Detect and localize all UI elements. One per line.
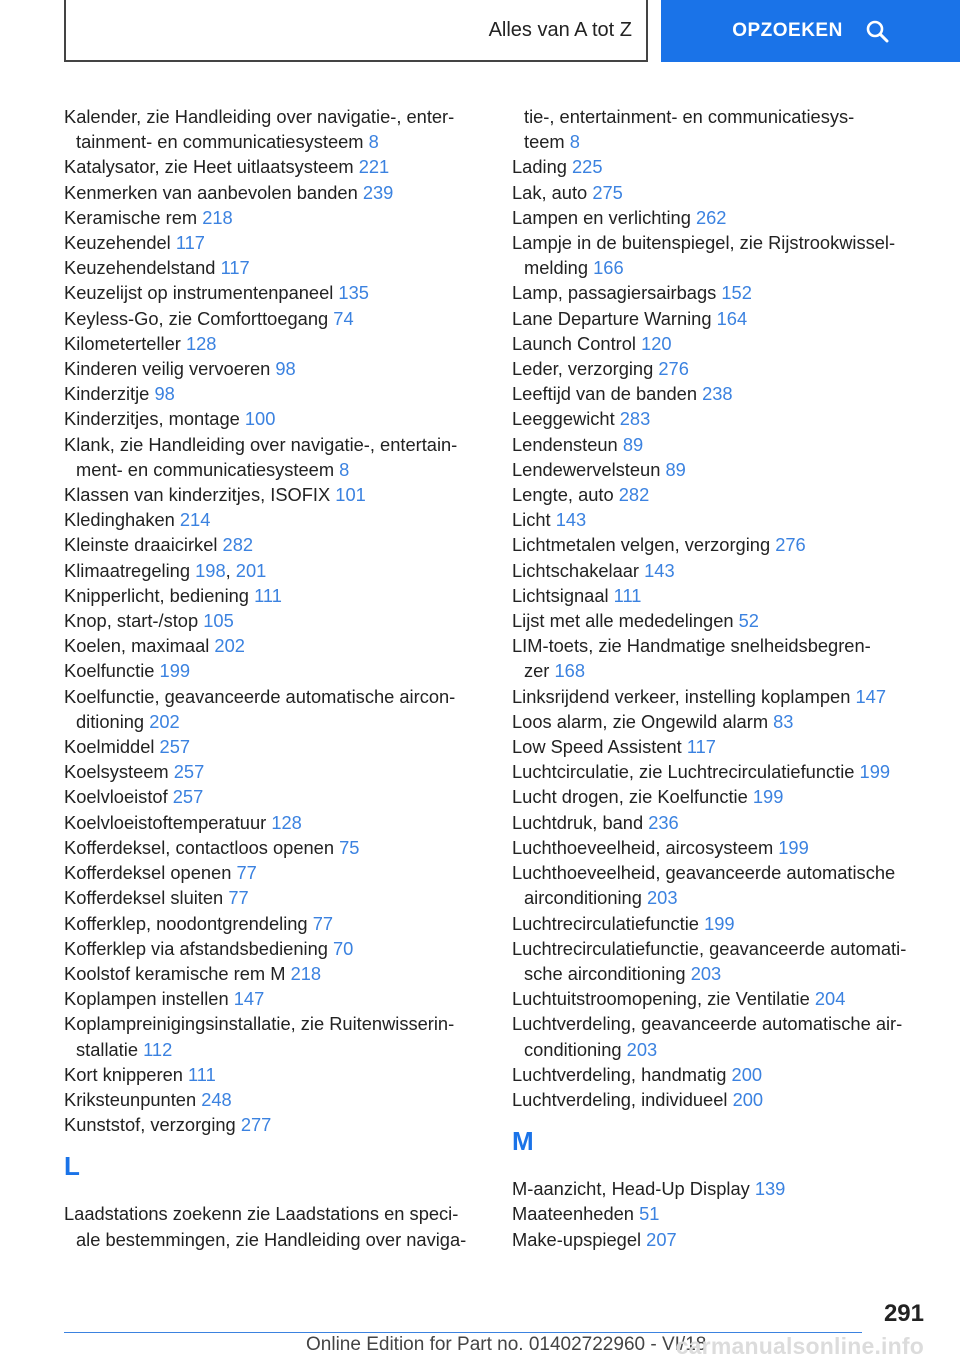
entry-text: Kriksteunpunten (64, 1088, 197, 1110)
entry-text: Luchtverdeling, geavanceerde automatische air- (512, 1013, 903, 1035)
page-link[interactable]: 77 (312, 912, 334, 934)
page-link[interactable]: 203 (647, 887, 678, 909)
page-link[interactable]: 218 (290, 962, 322, 984)
index-entry (64, 810, 476, 835)
page-link[interactable]: 276 (775, 534, 806, 556)
page-link[interactable]: 199 (859, 761, 891, 783)
index-entry (64, 734, 476, 759)
entry-text: ment- en communicatiesysteem (76, 458, 335, 480)
entry-text: Keuzehendelstand (64, 257, 216, 279)
entry-text: Lucht drogen, zie Koelfunctie (512, 786, 748, 808)
page-link[interactable]: 276 (658, 358, 689, 380)
page-link[interactable]: 8 (569, 131, 580, 153)
page-link[interactable]: 168 (554, 660, 586, 682)
page-link[interactable]: 51 (639, 1203, 660, 1225)
index-entry (512, 205, 932, 230)
entry-text: Lichtmetalen velgen, verzorging (512, 534, 771, 556)
page-link[interactable]: 199 (752, 786, 784, 808)
index-entry (512, 759, 932, 784)
entry-text: Koelen, maximaal (64, 635, 210, 657)
index-column-right (512, 104, 932, 1252)
page-link[interactable]: 198 (195, 559, 226, 581)
entry-text: Laadstations zoekenn zie Laadstations en speci- (64, 1203, 459, 1225)
index-entry (512, 356, 932, 381)
index-entry (64, 583, 476, 608)
page-link[interactable]: 8 (339, 458, 350, 480)
entry-text: Luchtuitstroomopening, zie Ventilatie (512, 988, 810, 1010)
page-link[interactable]: 152 (721, 282, 752, 304)
entry-text: Keuzelijst op instrumentenpaneel (64, 282, 334, 304)
entry-text: Lijst met alle mededelingen (512, 610, 734, 632)
entry-text: Kalender, zie Handleiding over navigatie-, enter- (64, 106, 455, 127)
index-entry (64, 230, 476, 255)
entry-text: Katalysator, zie Heet uitlaatsysteem (64, 156, 354, 178)
entry-text: Knipperlicht, bediening (64, 584, 249, 606)
section-letter: L (64, 1151, 80, 1182)
index-entry (64, 860, 476, 885)
page-link[interactable]: 204 (814, 988, 846, 1010)
entry-text: Klimaatregeling (64, 559, 191, 581)
page-link[interactable]: 74 (333, 307, 354, 329)
index-entry (512, 1201, 932, 1226)
page-link[interactable]: 225 (572, 156, 603, 178)
entry-text: Lak, auto (512, 181, 588, 203)
index-entry (512, 709, 932, 734)
entry-text: Koelvloeistof (64, 786, 168, 808)
watermark: carmanualsonline.info (675, 1333, 924, 1359)
page-link[interactable]: 112 (143, 1038, 173, 1060)
page-link[interactable]: 282 (618, 484, 650, 506)
page-link[interactable]: 105 (203, 610, 234, 632)
page-link[interactable]: 238 (702, 383, 733, 405)
entry-text: airconditioning (524, 887, 642, 909)
page-link[interactable]: 147 (855, 685, 886, 707)
index-entry (64, 835, 476, 860)
index-entry (512, 608, 932, 633)
entry-text: Luchtverdeling, individueel (512, 1088, 728, 1110)
page-link[interactable]: 164 (716, 307, 748, 329)
index-entry (512, 936, 932, 986)
index-entry (64, 759, 476, 784)
page-link[interactable]: 70 (333, 937, 354, 959)
index-entry (512, 280, 932, 305)
entry-text: Keuzehendel (64, 232, 171, 254)
page-link[interactable]: 111 (188, 1063, 216, 1085)
entry-text: Licht (512, 509, 551, 531)
page-link[interactable]: 218 (202, 206, 233, 228)
entry-text: Kinderen veilig vervoeren (64, 358, 271, 380)
entry-text: Lampje in de buitenspiegel, zie Rijstrookwissel- (512, 232, 896, 254)
page-link[interactable]: 166 (593, 257, 624, 279)
page-link[interactable]: 117 (686, 736, 716, 758)
index-entry (512, 1087, 932, 1112)
index-entry (512, 180, 932, 205)
page-link[interactable]: 203 (626, 1038, 658, 1060)
entry-text: Lampen en verlichting (512, 206, 691, 228)
entry-text: M-aanzicht, Head-Up Display (512, 1178, 750, 1200)
entry-text: conditioning (524, 1038, 622, 1060)
index-entry (512, 306, 932, 331)
entry-text: Lichtsignaal (512, 584, 609, 606)
search-label: OPZOEKEN (732, 20, 843, 41)
index-entry (64, 911, 476, 936)
entry-text: Kort knipperen (64, 1063, 183, 1085)
page-link[interactable]: 236 (648, 811, 679, 833)
page-link[interactable]: 201 (235, 559, 267, 581)
index-entry (64, 104, 476, 154)
index-entry (512, 684, 932, 709)
page-link[interactable]: 77 (236, 862, 257, 884)
entry-text: Leeggewicht (512, 408, 615, 430)
entry-text: tainment- en communicatiesysteem (76, 131, 364, 153)
entry-text: Luchthoeveelheid, geavanceerde automatische (512, 862, 896, 884)
entry-text: ditioning (76, 710, 145, 732)
index-entry (64, 658, 476, 683)
entry-text: Koelmiddel (64, 736, 155, 758)
entry-text: stallatie (76, 1038, 138, 1060)
page-link[interactable]: 100 (244, 408, 276, 430)
index-entry (512, 154, 932, 179)
index-entry (512, 1062, 932, 1087)
page-link[interactable]: 257 (159, 736, 191, 758)
entry-text: Kofferklep, noodontgrendeling (64, 912, 308, 934)
index-entry (64, 684, 476, 734)
edition-note: Online Edition for Part no. 01402722960 - VI/18 (306, 1334, 707, 1355)
index-entry (64, 205, 476, 230)
index-entry (512, 1011, 932, 1061)
page-link[interactable]: 128 (185, 332, 217, 354)
page-link[interactable]: 282 (222, 534, 254, 556)
page-link[interactable]: 77 (228, 887, 249, 909)
page-link[interactable]: 202 (214, 635, 245, 657)
entry-text: sche airconditioning (524, 962, 686, 984)
page-link[interactable]: 200 (732, 1088, 764, 1110)
entry-text: Kenmerken van aanbevolen banden (64, 181, 358, 203)
index-entry (64, 1087, 476, 1112)
page-link[interactable]: 117 (220, 257, 250, 279)
index-entry (512, 331, 932, 356)
index-entry (512, 532, 932, 557)
entry-text: Kofferdeksel openen (64, 862, 232, 884)
entry-text: Klank, zie Handleiding over navigatie-, entertain- (64, 433, 458, 455)
index-entry (64, 381, 476, 406)
index-entry (64, 154, 476, 179)
index-entry (512, 432, 932, 457)
entry-text: Kofferdeksel sluiten (64, 887, 224, 909)
index-entry (512, 230, 932, 280)
index-entry (64, 331, 476, 356)
index-entry (64, 432, 476, 482)
entry-text: Lading (512, 156, 567, 178)
index-entry (512, 734, 932, 759)
section-letter: M (512, 1126, 534, 1157)
page-link[interactable]: 199 (778, 836, 809, 858)
entry-text: Koplampen instellen (64, 988, 229, 1010)
entry-text: melding (524, 257, 589, 279)
index-entry (512, 381, 932, 406)
index-entry (64, 306, 476, 331)
entry-text: Lane Departure Warning (512, 307, 712, 329)
page-number: 291 (883, 1300, 924, 1327)
entry-text: Keyless-Go, zie Comforttoegang (64, 307, 329, 329)
index-entry (512, 583, 932, 608)
page-link[interactable]: 75 (339, 836, 360, 858)
page-link[interactable]: 203 (690, 962, 722, 984)
index-entry (64, 532, 476, 557)
index-entry (512, 482, 932, 507)
page-link[interactable]: 101 (335, 484, 366, 506)
entry-text: Kofferklep via afstandsbediening (64, 937, 328, 959)
page-link[interactable]: 202 (149, 710, 180, 732)
page-link[interactable]: 277 (240, 1114, 272, 1136)
entry-text: Launch Control (512, 332, 636, 354)
index-entry (512, 558, 932, 583)
page-link[interactable]: 98 (154, 383, 175, 405)
page-link[interactable]: 199 (704, 912, 735, 934)
entry-text: Lichtschakelaar (512, 559, 640, 581)
page-link[interactable]: 143 (555, 509, 587, 531)
page-link[interactable]: 248 (201, 1088, 232, 1110)
page-link[interactable]: 207 (646, 1228, 677, 1250)
index-entry (512, 104, 932, 154)
entry-text: Koolstof keramische rem M (64, 962, 286, 984)
index-entry (64, 961, 476, 986)
index-entry (64, 507, 476, 532)
page-link[interactable]: 8 (368, 131, 379, 153)
page-link[interactable]: 139 (754, 1178, 786, 1200)
page-link[interactable]: 128 (271, 811, 302, 833)
page-link[interactable]: 257 (172, 786, 204, 808)
page-link[interactable]: 143 (644, 559, 675, 581)
index-entry (64, 356, 476, 381)
search-button[interactable] (661, 0, 960, 62)
index-entry (64, 633, 476, 658)
index-entry (64, 255, 476, 280)
index-entry (64, 482, 476, 507)
index-entry (64, 885, 476, 910)
index-entry (512, 911, 932, 936)
index-entry (64, 784, 476, 809)
entry-text: Knop, start-/stop (64, 610, 199, 632)
index-entry (64, 1062, 476, 1087)
index-entry (64, 986, 476, 1011)
entry-text: tie-, entertainment- en communicatiesys- (524, 106, 855, 127)
page-link[interactable]: 283 (619, 408, 651, 430)
page-link[interactable]: 275 (592, 181, 623, 203)
entry-text: Linksrijdend verkeer, instelling koplampen (512, 685, 851, 707)
entry-text: Luchtrecirculatiefunctie (512, 912, 699, 934)
entry-text: Leeftijd van de banden (512, 383, 697, 405)
entry-text: zer (524, 660, 550, 682)
page-link[interactable]: 89 (622, 433, 644, 455)
entry-text: ale bestemmingen, zie Handleiding over naviga- (76, 1228, 467, 1250)
entry-text: Koelfunctie, geavanceerde automatische aircon- (64, 685, 456, 707)
entry-text: LIM-toets, zie Handmatige snelheidsbegren- (512, 635, 871, 657)
entry-text: Lendewervelsteun (512, 458, 661, 480)
index-entry (512, 986, 932, 1011)
page-link[interactable]: 147 (233, 988, 265, 1010)
page-link[interactable]: 111 (254, 584, 282, 606)
index-entry (64, 1011, 476, 1061)
entry-text: Luchthoeveelheid, aircosysteem (512, 836, 774, 858)
index-column-left (64, 104, 476, 1252)
entry-text: Koelfunctie (64, 660, 155, 682)
index-entry (512, 784, 932, 809)
index-entry (512, 835, 932, 860)
index-entry (64, 280, 476, 305)
entry-text: Kleinste draaicirkel (64, 534, 218, 556)
entry-text: Lamp, passagiersairbags (512, 282, 717, 304)
index-entry (512, 860, 932, 910)
index-entry (512, 507, 932, 532)
index-entry (64, 1201, 476, 1251)
entry-text: Maateenheden (512, 1203, 634, 1225)
page-link[interactable]: 117 (175, 232, 205, 254)
page-link[interactable]: 214 (179, 509, 211, 531)
entry-text: Low Speed Assistent (512, 736, 682, 758)
search-icon (865, 19, 889, 43)
index-entry (64, 406, 476, 431)
index-entry (64, 936, 476, 961)
entry-text: Luchtcirculatie, zie Luchtrecirculatiefunctie (512, 761, 855, 783)
tab-label: Alles van A tot Z (488, 18, 632, 41)
entry-text: Luchtrecirculatiefunctie, geavanceerde automati- (512, 937, 907, 959)
index-entry: Klimaatregeling 198, 201 (64, 559, 267, 581)
entry-text: Kinderzitjes, montage (64, 408, 240, 430)
entry-text: Kofferdeksel, contactloos openen (64, 836, 335, 858)
entry-text: teem (524, 131, 565, 153)
entry-text: Koelvloeistoftemperatuur (64, 811, 267, 833)
entry-text: Klassen van kinderzitjes, ISOFIX (64, 484, 331, 506)
entry-text: Kilometerteller (64, 332, 181, 354)
index-entry (64, 1112, 476, 1137)
index-entry (512, 1176, 932, 1201)
page-link[interactable]: 135 (338, 282, 369, 304)
entry-text: Lendensteun (512, 433, 618, 455)
page-link[interactable]: 111 (613, 584, 642, 606)
index-entry (512, 1227, 932, 1252)
page-link[interactable]: 257 (173, 761, 205, 783)
page-link[interactable]: 239 (362, 181, 394, 203)
entry-text: Luchtdruk, band (512, 811, 644, 833)
page-link[interactable]: 221 (358, 156, 390, 178)
entry-text: Kunststof, verzorging (64, 1114, 236, 1136)
entry-text: Lengte, auto (512, 484, 614, 506)
entry-text: Keramische rem (64, 206, 198, 228)
entry-text: Leder, verzorging (512, 358, 654, 380)
page-link[interactable]: 89 (665, 458, 686, 480)
index-entry (512, 633, 932, 683)
page-link[interactable]: 120 (641, 332, 672, 354)
index-entry (512, 406, 932, 431)
page-link[interactable]: 199 (159, 660, 191, 682)
entry-text: Loos alarm, zie Ongewild alarm (512, 710, 769, 732)
index-entry (512, 810, 932, 835)
entry-text: Koplampreinigingsinstallatie, zie Ruitenwisserin- (64, 1013, 455, 1035)
entry-text: Kledinghaken (64, 509, 175, 531)
entry-text: Make-upspiegel (512, 1228, 642, 1250)
page-link[interactable]: 200 (731, 1063, 763, 1085)
entry-text: Luchtverdeling, handmatig (512, 1063, 727, 1085)
page-link[interactable]: 262 (695, 206, 727, 228)
tab-alles-van-a-tot-z[interactable] (64, 0, 648, 62)
page-link[interactable]: 52 (738, 610, 759, 632)
entry-text: Koelsysteem (64, 761, 169, 783)
page-link[interactable]: 98 (275, 358, 296, 380)
entry-text: Kinderzitje (64, 383, 150, 405)
page-link[interactable]: 83 (773, 710, 794, 732)
index-entry (64, 180, 476, 205)
index-entry (512, 457, 932, 482)
index-entry (64, 608, 476, 633)
